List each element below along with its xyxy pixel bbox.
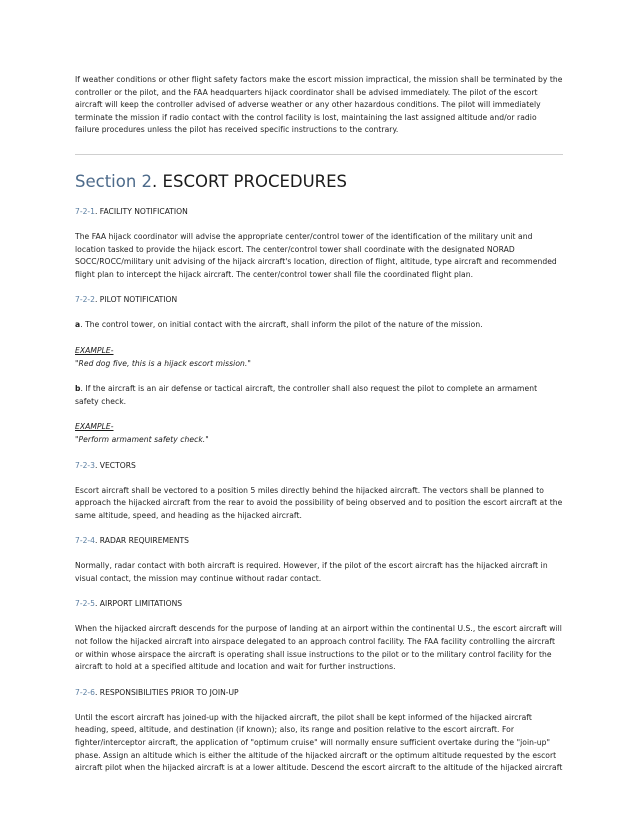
- section-divider: [75, 154, 563, 155]
- radar-requirements-text: Normally, radar contact with both aircraft is required. However, if the pilot of the escort aircraft has the hijacked aircraft in visual contact, the mission may continue without radar contact.: [75, 561, 548, 583]
- example-label: EXAMPLE-: [75, 422, 114, 432]
- heading-airport-limitations: [75, 598, 563, 610]
- airport-limitations-text: When the hijacked aircraft descends for the purpose of landing at an airport within the continental U.S., the escort aircraft will not follow the hijacked aircraft into airspace delegated to an approach control facility. The FAA facility controlling the aircraft or within whose airspace the aircraft is operating shall issue instructions to the pilot or to the military control facility for the aircraft to hold at a specified altitude and location and wait for further instructions.: [75, 624, 562, 672]
- section-separator: .: [152, 171, 158, 191]
- section-title: [75, 172, 563, 192]
- example-text: "Perform armament safety check.": [75, 434, 209, 444]
- item-text: . The control tower, on initial contact with the aircraft, shall inform the pilot of the nature of the mission.: [80, 320, 483, 330]
- document-page: [75, 74, 563, 788]
- heading-title: . RADAR REQUIREMENTS: [94, 536, 189, 546]
- example-text: "Red dog five, this is a hijack escort mission.": [75, 358, 251, 368]
- example-label: EXAMPLE-: [75, 345, 114, 355]
- heading-facility-notification: [75, 206, 563, 218]
- item-letter: b: [75, 384, 81, 394]
- facility-notification-text: The FAA hijack coordinator will advise the appropriate center/control tower of the identification of the military unit and location tasked to provide the hijack escort. The center/control tower shall coordinate with the designated NORAD SOCC/ROCC/military unit advising of the hijack aircraft's location, direction of flight, altitude, type aircraft and recommended flight plan to intercept the hijack aircraft. The center/control tower shall file the coordinated flight plan.: [75, 231, 557, 279]
- example-block: [75, 345, 563, 370]
- heading-responsibilities-prior-to-join-up: [75, 687, 563, 699]
- heading-vectors: [75, 460, 563, 472]
- section-number: Section 2: [75, 171, 153, 191]
- item-text: . If the aircraft is an air defense or tactical aircraft, the controller shall also request the pilot to complete an armament safety check.: [75, 384, 538, 406]
- intro-paragraph: If weather conditions or other flight safety factors make the escort mission impractical, the mission shall be terminated by the controller or the pilot, and the FAA headquarters hijack coordinator shall be advised immediately. The pilot of the escort aircraft will keep the controller advised of adverse weather or any other hazardous conditions. The pilot will immediately terminate the mission if radio contact with the control facility is lost, maintaining the last assigned altitude and/or radio failure procedures unless the pilot has received specific instructions to the contrary.: [75, 75, 563, 135]
- paragraph-number[interactable]: 7-2-2: [75, 295, 95, 305]
- item-letter: a: [75, 320, 81, 330]
- heading-title: . RESPONSIBILITIES PRIOR TO JOIN-UP: [94, 687, 239, 697]
- paragraph-number[interactable]: 7-2-1: [75, 206, 95, 216]
- responsibilities-text: Until the escort aircraft has joined-up with the hijacked aircraft, the pilot shall be kept informed of the hijacked aircraft heading, speed, altitude, and destination (if known); also, its range and position relative to the escort aircraft. For fighter/interceptor aircraft, the application of "optimum cruise" will normally ensure sufficient overtake during the "join-up" phase. Assign an altitude which is either the altitude of the hijacked aircraft or the optimum altitude requested by the escort aircraft pilot when the hijacked aircraft is at a lower altitude. Descend the escort aircraft to the altitude of the hijacked aircraft: [75, 712, 563, 773]
- paragraph-number[interactable]: 7-2-4: [75, 536, 95, 546]
- heading-radar-requirements: [75, 535, 563, 547]
- heading-title: . AIRPORT LIMITATIONS: [94, 599, 183, 609]
- heading-title: . PILOT NOTIFICATION: [94, 295, 178, 305]
- vectors-text: Escort aircraft shall be vectored to a position 5 miles directly behind the hijacked aircraft. The vectors shall be planned to approach the hijacked aircraft from the rear to avoid the possibility of being observed and to position the escort aircraft at the same altitude, speed, and heading as the hijacked aircraft.: [75, 485, 563, 520]
- heading-title: . FACILITY NOTIFICATION: [94, 206, 188, 216]
- example-block: [75, 421, 563, 446]
- heading-title: . VECTORS: [94, 460, 136, 470]
- paragraph-number[interactable]: 7-2-5: [75, 599, 95, 609]
- paragraph-number[interactable]: 7-2-3: [75, 460, 95, 470]
- pilot-notification-item-a: [75, 319, 563, 332]
- paragraph-number[interactable]: 7-2-6: [75, 687, 95, 697]
- pilot-notification-item-b: [75, 383, 563, 408]
- section-name: ESCORT PROCEDURES: [157, 171, 348, 191]
- heading-pilot-notification: [75, 294, 563, 306]
